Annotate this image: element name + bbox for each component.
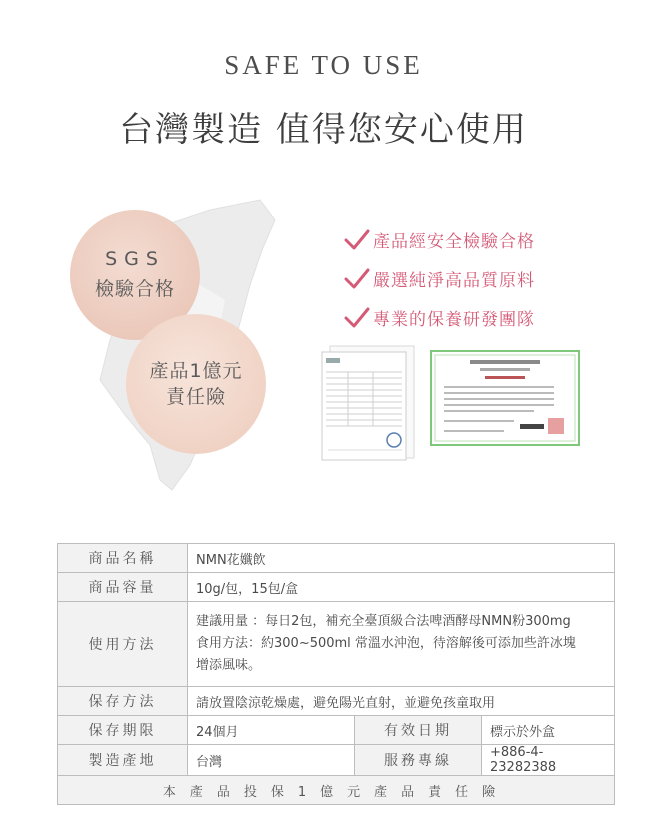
table-row — [58, 544, 615, 573]
headline: 台灣製造 值得您安心使用 — [119, 110, 528, 150]
check-item-label: 嚴選純淨高品質原料 — [373, 271, 535, 291]
table-row — [58, 602, 615, 687]
insurance-badge — [126, 314, 266, 454]
insurance-badge-line2: 責任險 — [165, 386, 226, 408]
usage-line: 食用方法：約300~500ml 常溫水沖泡，待溶解後可添加些許冰塊 — [196, 636, 576, 651]
usage-line: 增添風味。 — [196, 658, 262, 673]
usage-line: 建議用量 ：每日2包，補充全臺頂級合法啤酒酵母NMN粉300mg — [196, 614, 571, 629]
sgs-badge-subtitle: 檢驗合格 — [94, 278, 175, 300]
table-row — [58, 776, 615, 805]
table-row — [58, 687, 615, 716]
usage-value — [188, 602, 615, 687]
product-spec-table — [57, 543, 615, 805]
table-row — [58, 745, 615, 776]
product-name-value: NMN花孅飲 — [188, 544, 615, 573]
storage-value: 請放置陰涼乾燥處，避免陽光直射，並避免孩童取用 — [188, 687, 615, 716]
usage-label: 使用方法 — [58, 602, 188, 687]
capacity-label: 商品容量 — [58, 573, 188, 602]
insurance-badge-line1: 產品1億元 — [149, 360, 243, 382]
capacity-value: 10g/包，15包/盒 — [188, 573, 615, 602]
feature-check-list — [344, 220, 535, 337]
eyebrow-title: SAFE TO USE — [224, 50, 423, 80]
checkmark-icon — [344, 268, 370, 290]
checkmark-icon — [344, 307, 370, 329]
service-line-value: +886-4-23282388 — [482, 745, 615, 776]
shelf-life-value: 24個月 — [188, 716, 355, 745]
expiry-label: 有效日期 — [355, 716, 482, 745]
inspection-certificate-image — [430, 350, 580, 446]
expiry-value: 標示於外盒 — [482, 716, 615, 745]
sgs-badge-title: SGS — [105, 248, 165, 270]
sgs-report-image — [318, 342, 418, 462]
check-item-label: 產品經安全檢驗合格 — [373, 232, 535, 252]
check-item-label: 專業的保養研發團隊 — [373, 310, 535, 330]
check-item — [344, 259, 535, 298]
table-row — [58, 716, 615, 745]
storage-label: 保存方法 — [58, 687, 188, 716]
service-line-label: 服務專線 — [355, 745, 482, 776]
check-item — [344, 220, 535, 259]
insurance-footer: 本產品投保1億元產品責任險 — [58, 776, 615, 805]
origin-label: 製造產地 — [58, 745, 188, 776]
check-item — [344, 298, 535, 337]
table-row — [58, 573, 615, 602]
checkmark-icon — [344, 229, 370, 251]
shelf-life-label: 保存期限 — [58, 716, 188, 745]
origin-value: 台灣 — [188, 745, 355, 776]
product-name-label: 商品名稱 — [58, 544, 188, 573]
